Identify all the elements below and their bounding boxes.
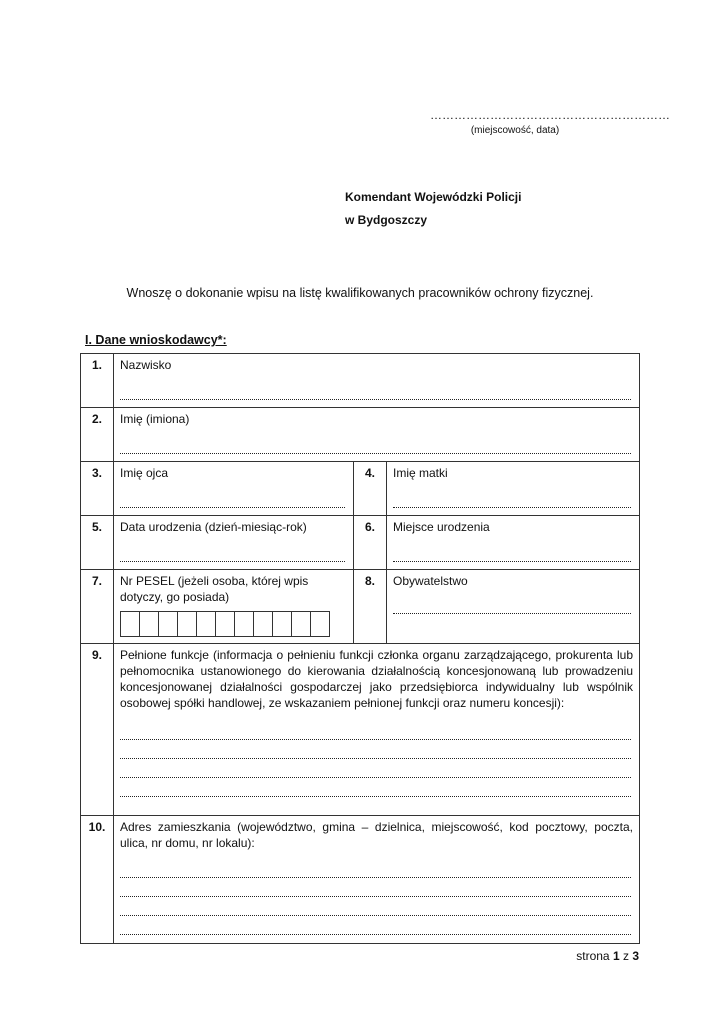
row-pesel-citizenship xyxy=(81,570,640,644)
address-cell[interactable] xyxy=(114,816,640,944)
section-title: I. Dane wnioskodawcy*: xyxy=(85,333,227,347)
row-address xyxy=(81,816,640,944)
field-number: 1. xyxy=(81,354,114,408)
address-input-line[interactable] xyxy=(120,901,631,916)
pesel-digit-box[interactable] xyxy=(158,611,178,637)
address-input-line[interactable] xyxy=(120,882,631,897)
citizenship-cell[interactable] xyxy=(387,570,640,644)
first-names-cell[interactable] xyxy=(114,408,640,462)
birth-place-input-line[interactable] xyxy=(393,547,631,562)
field-label: Nazwisko xyxy=(120,358,172,372)
father-name-cell[interactable] xyxy=(114,462,354,516)
mother-name-cell[interactable] xyxy=(387,462,640,516)
page-word: strona xyxy=(576,949,610,963)
field-label: Imię (imiona) xyxy=(120,412,190,426)
functions-input-line[interactable] xyxy=(120,763,631,778)
field-label: Data urodzenia (dzień-miesiąc-rok) xyxy=(120,520,307,534)
place-date-dotline: …………………………………………………… xyxy=(430,108,670,122)
pesel-digit-box[interactable] xyxy=(291,611,311,637)
field-number: 7. xyxy=(81,570,114,644)
pesel-digit-box[interactable] xyxy=(310,611,330,637)
first-names-input-line[interactable] xyxy=(120,439,631,454)
field-number: 9. xyxy=(81,644,114,816)
row-birth xyxy=(81,516,640,570)
field-label: Imię matki xyxy=(393,466,448,480)
field-number: 2. xyxy=(81,408,114,462)
place-date-caption: (miejscowość, data) xyxy=(470,125,560,136)
pesel-digit-box[interactable] xyxy=(234,611,254,637)
mother-name-input-line[interactable] xyxy=(393,493,631,508)
row-parents xyxy=(81,462,640,516)
addressee-title: Komendant Wojewódzki Policji xyxy=(345,190,522,204)
field-label: Imię ojca xyxy=(120,466,169,480)
field-label: Obywatelstwo xyxy=(393,574,468,588)
field-number: 8. xyxy=(354,570,387,644)
pesel-digit-box[interactable] xyxy=(272,611,292,637)
functions-cell[interactable] xyxy=(114,644,640,816)
birth-date-cell[interactable] xyxy=(114,516,354,570)
field-number: 3. xyxy=(81,462,114,516)
surname-input-line[interactable] xyxy=(120,385,631,400)
page-current: 1 xyxy=(612,949,620,963)
field-number: 10. xyxy=(81,816,114,944)
field-label: Nr PESEL (jeżeli osoba, której wpis dotyczy, go posiada) xyxy=(120,574,309,604)
surname-cell[interactable] xyxy=(114,354,640,408)
page-number xyxy=(576,949,639,963)
birth-date-input-line[interactable] xyxy=(120,547,345,562)
field-number: 5. xyxy=(81,516,114,570)
functions-input-line[interactable] xyxy=(120,725,631,740)
field-label: Adres zamieszkania (województwo, gmina – dzielnica, miejscowość, kod pocztowy, poczta, ulica, nr domu, nr lokalu): xyxy=(120,820,633,850)
field-number: 4. xyxy=(354,462,387,516)
field-number: 6. xyxy=(354,516,387,570)
pesel-digit-box[interactable] xyxy=(253,611,273,637)
field-label: Miejsce urodzenia xyxy=(393,520,490,534)
pesel-digit-box[interactable] xyxy=(215,611,235,637)
pesel-boxes[interactable] xyxy=(120,611,347,637)
row-surname xyxy=(81,354,640,408)
field-label: Pełnione funkcje (informacja o pełnieniu funkcji członka organu zarządzającego, prokurenta lub pełnomocnika ustanowionego do kierowania działalnością koncesjonowaną lub prowadzeniu koncesjonowanej działalności gospodarczej jako przedsiębiorca indywidualny lub wspólnik osobowej spółki handlowej, ze wskazaniem pełnionej funkcji oraz numeru koncesji): xyxy=(120,648,633,710)
applicant-data-form xyxy=(80,353,640,944)
functions-input-line[interactable] xyxy=(120,782,631,797)
page-of: z xyxy=(622,949,629,963)
birth-place-cell[interactable] xyxy=(387,516,640,570)
address-input-line[interactable] xyxy=(120,920,631,935)
address-input-line[interactable] xyxy=(120,863,631,878)
addressee-city: w Bydgoszczy xyxy=(345,213,428,227)
pesel-digit-box[interactable] xyxy=(177,611,197,637)
request-statement: Wnoszę o dokonanie wpisu na listę kwalifikowanych pracowników ochrony fizycznej. xyxy=(126,286,594,300)
father-name-input-line[interactable] xyxy=(120,493,345,508)
functions-input-line[interactable] xyxy=(120,744,631,759)
page-total: 3 xyxy=(632,949,639,963)
pesel-cell[interactable] xyxy=(114,570,354,644)
row-first-names xyxy=(81,408,640,462)
pesel-digit-box[interactable] xyxy=(139,611,159,637)
citizenship-input-line[interactable] xyxy=(393,599,631,614)
row-functions xyxy=(81,644,640,816)
pesel-digit-box[interactable] xyxy=(196,611,216,637)
pesel-digit-box[interactable] xyxy=(120,611,140,637)
